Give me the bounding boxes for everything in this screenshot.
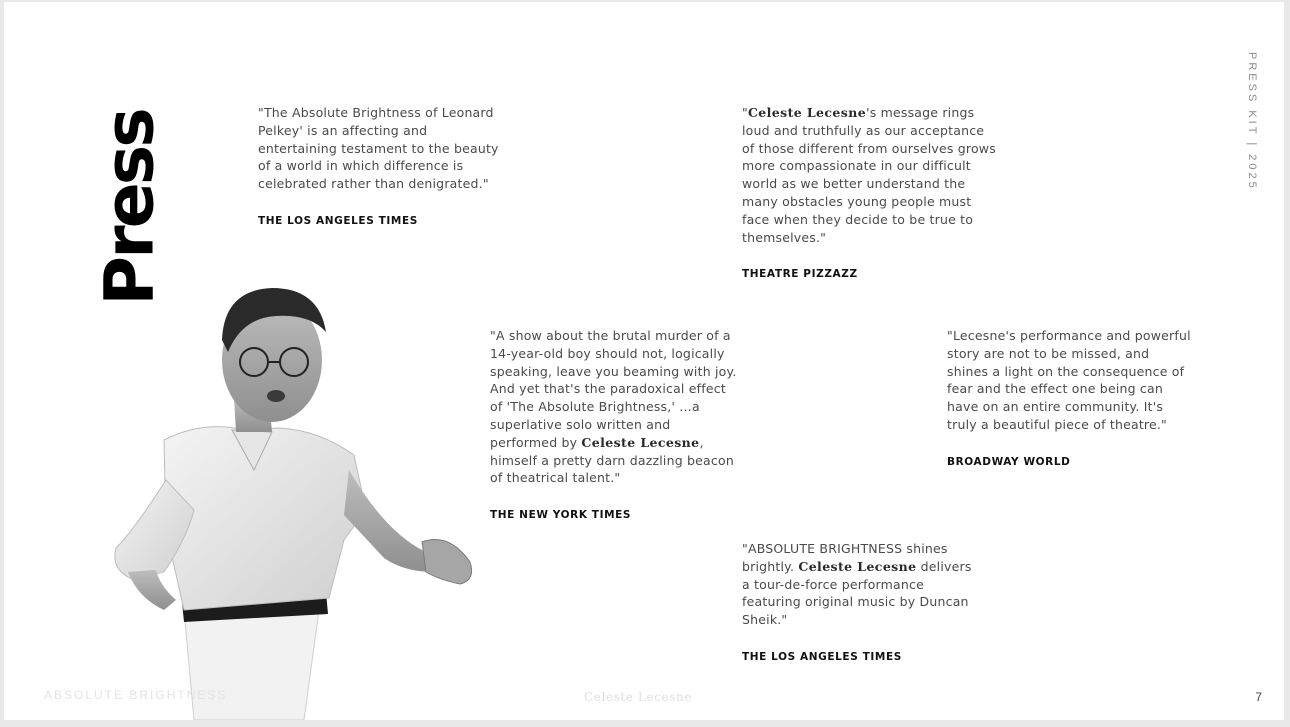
performer-name: Celeste Lecesne [581,434,700,450]
page-title: Press [91,110,171,306]
performer-name: Celeste Lecesne [747,105,867,120]
quote-source: THEATRE PIZZAZZ [742,268,858,281]
performer-photo-icon [104,280,484,720]
quote-source: THE LOS ANGELES TIMES [258,214,418,227]
quote-source: BROADWAY WORLD [947,455,1071,468]
press-page [4,2,1284,720]
press-quote-3: "A show about the brutal murder of a 14-year-old boy should not, logically speaking, leave you beaming with joy. And yet that's the paradoxical effect of 'The Absolute Brightness,' …a superlative solo written and performed by Celeste Lecesne, himself a pretty darn dazzling beacon of theatrical talent." THE NEW YORK TIMES [490,328,737,522]
footer-show-title: ABSOLUTE BRIGHTNESS [44,688,228,702]
press-quote-1: "The Absolute Brightness of Leonard Pelkey' is an affecting and entertaining testament to the beauty of a world in which difference is celebrated rather than denigrated." THE LOS ANGELES TIMES [258,104,508,227]
press-quote-4: "Lecesne's performance and powerful story are not to be missed, and shines a light on the consequence of fear and the effect one being can have on an entire community. It's truly a beautiful piece of theatre." BROADWAY WORLD [947,327,1193,468]
press-kit-label: PRESS KIT | 2025 [1246,52,1258,191]
footer-performer-name: Celeste Lecesne [584,690,692,704]
quote-source: THE LOS ANGELES TIMES [742,650,902,663]
page-number: 7 [1255,690,1262,704]
quote-source: THE NEW YORK TIMES [490,509,632,522]
press-quote-2: "Celeste Lecesne's message rings loud and truthfully as our acceptance of those different from ourselves grows more compassionate in our difficult world as we better understand the many obstacles young people must face when they decide to be true to themselves." THEATRE PIZZAZZ [742,104,1000,280]
press-quote-5: "ABSOLUTE BRIGHTNESS shines brightly. Celeste Lecesne delivers a tour-de-force performance featuring original music by Duncan Sheik." THE LOS ANGELES TIMES [742,540,982,663]
performer-name: Celeste Lecesne [798,558,917,574]
